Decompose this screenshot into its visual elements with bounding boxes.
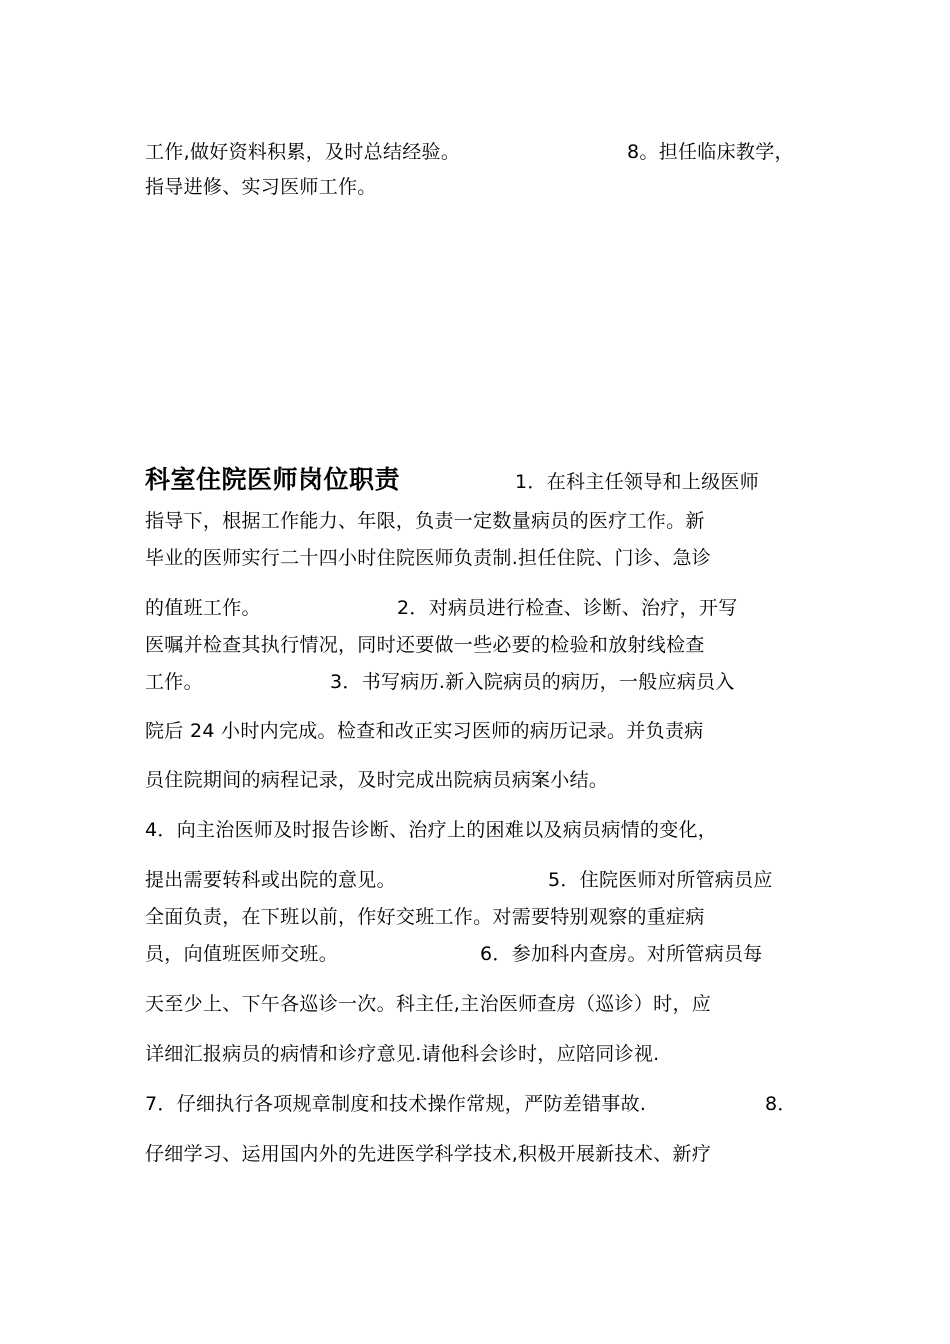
text-line: 指导下，根据工作能力、年限，负责一定数量病员的医疗工作。新 [145, 510, 705, 532]
text-line: 院后 24 小时内完成。检查和改正实习医师的病历记录。并负责病 [145, 720, 704, 742]
text-line: 医嘱并检查其执行情况，同时还要做一些必要的检验和放射线检查 [145, 634, 705, 656]
text-segment: 工作,做好资料积累，及时总结经验。 [145, 141, 461, 163]
text-segment: 8。担任临床教学， [627, 141, 794, 163]
text-line: 全面负责，在下班以前，作好交班工作。对需要特别观察的重症病 [145, 906, 705, 928]
text-line: 天至少上、下午各巡诊一次。科主任,主治医师查房（巡诊）时，应 [145, 993, 712, 1015]
text-segment: 提出需要转科或出院的意见。 [145, 869, 396, 891]
text-segment: 的值班工作。 [145, 597, 261, 619]
text-segment: 员，向值班医师交班。 [145, 943, 339, 965]
text-line: 指导进修、实习医师工作。 [145, 176, 377, 198]
text-segment: 2．对病员进行检查、诊断、治疗，开写 [397, 597, 738, 619]
text-line: 详细汇报病员的病情和诊疗意见.请他科会诊时，应陪同诊视. [145, 1043, 660, 1065]
section-title: 科室住院医师岗位职责 [145, 465, 401, 494]
text-segment: 6．参加科内查房。对所管病员每 [480, 943, 763, 965]
text-line: 毕业的医师实行二十四小时住院医师负责制.担任住院、门诊、急诊 [145, 547, 712, 569]
text-segment: 3．书写病历.新入院病员的病历，一般应病员入 [330, 671, 735, 693]
text-line: 员住院期间的病程记录，及时完成出院病员病案小结。 [145, 769, 609, 791]
text-segment: 5．住院医师对所管病员应 [548, 869, 773, 891]
text-line: 4．向主治医师及时报告诊断、治疗上的困难以及病员病情的变化， [145, 819, 718, 841]
text-line: 仔细学习、运用国内外的先进医学科学技术,积极开展新技术、新疗 [145, 1143, 712, 1165]
text-segment: 7．仔细执行各项规章制度和技术操作常规，严防差错事故. [145, 1093, 647, 1115]
text-segment: 8． [765, 1093, 797, 1115]
text-segment: 工作。 [145, 671, 203, 693]
text-segment: 1．在科主任领导和上级医师 [515, 471, 759, 493]
